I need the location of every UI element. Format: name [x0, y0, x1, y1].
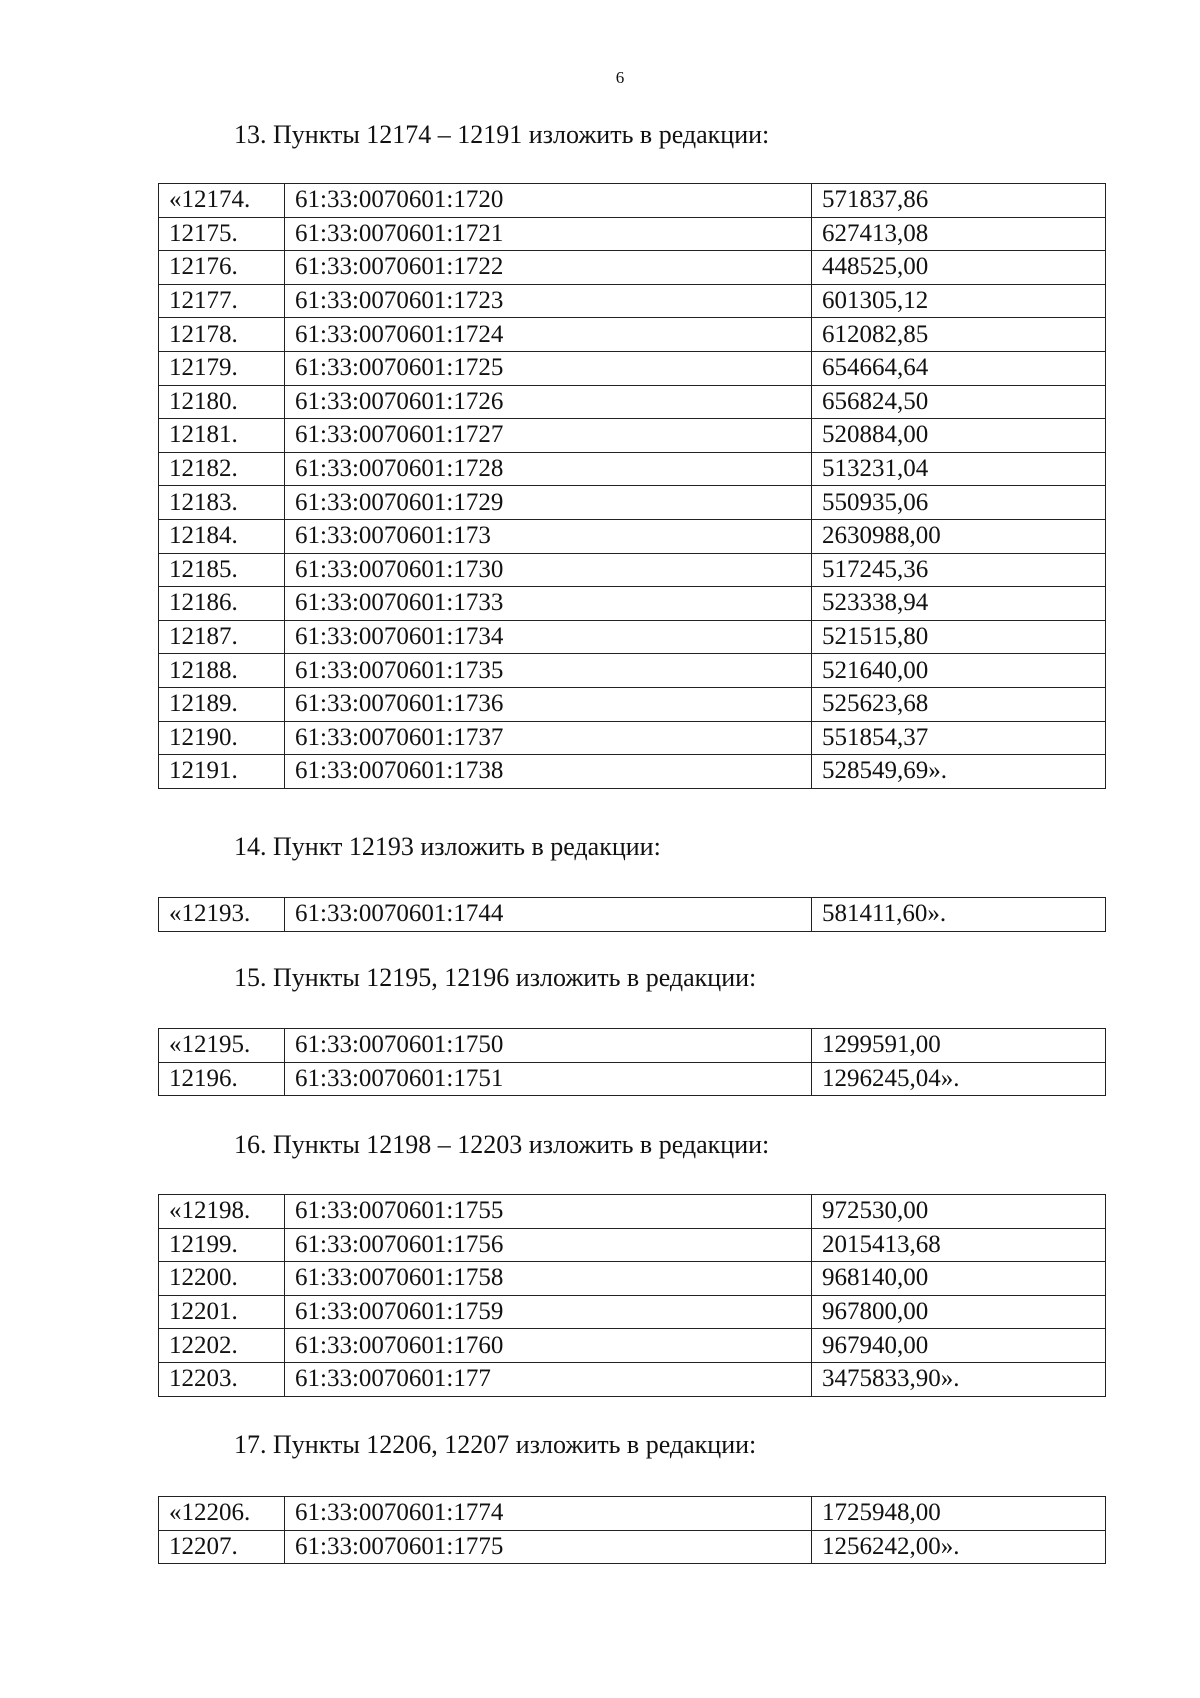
- item-number-cell: 12196.: [159, 1062, 285, 1096]
- cadastral-value-cell: 968140,00: [812, 1262, 1106, 1296]
- cadastral-value-cell: 2630988,00: [812, 519, 1106, 553]
- item-number-cell: 12175.: [159, 217, 285, 251]
- item-number-cell: 12199.: [159, 1228, 285, 1262]
- table-row: [159, 654, 1106, 688]
- cadastral-number-cell: 61:33:0070601:1734: [285, 620, 812, 654]
- cadastral-value-cell: 521515,80: [812, 620, 1106, 654]
- item-number-cell: «12193.: [159, 898, 285, 932]
- cadastral-number-cell: 61:33:0070601:1755: [285, 1195, 812, 1229]
- cadastral-number-cell: 61:33:0070601:1720: [285, 184, 812, 218]
- cadastral-value-cell: 517245,36: [812, 553, 1106, 587]
- section-15-table: [158, 1028, 1106, 1096]
- cadastral-number-cell: 61:33:0070601:1735: [285, 654, 812, 688]
- section-16-table-body: [159, 1195, 1106, 1397]
- cadastral-value-cell: 656824,50: [812, 385, 1106, 419]
- table-row: [159, 251, 1106, 285]
- cadastral-value-cell: 550935,06: [812, 486, 1106, 520]
- page-number: 6: [615, 68, 625, 87]
- section-17-heading: 17. Пункты 12206, 12207 изложить в редакции:: [234, 1430, 757, 1459]
- item-number-cell: 12201.: [159, 1295, 285, 1329]
- cadastral-value-cell: 551854,37: [812, 721, 1106, 755]
- table-row: [159, 1497, 1106, 1531]
- cadastral-number-cell: 61:33:0070601:1727: [285, 419, 812, 453]
- item-number-cell: 12202.: [159, 1329, 285, 1363]
- cadastral-number-cell: 61:33:0070601:1728: [285, 452, 812, 486]
- table-row: [159, 486, 1106, 520]
- item-number-cell: 12185.: [159, 553, 285, 587]
- section-17-table: [158, 1496, 1106, 1564]
- item-number-cell: 12207.: [159, 1530, 285, 1564]
- cadastral-value-cell: 513231,04: [812, 452, 1106, 486]
- cadastral-number-cell: 61:33:0070601:1760: [285, 1329, 812, 1363]
- cadastral-value-cell: 525623,68: [812, 687, 1106, 721]
- cadastral-value-cell: 967800,00: [812, 1295, 1106, 1329]
- item-number-cell: 12183.: [159, 486, 285, 520]
- item-number-cell: 12191.: [159, 755, 285, 789]
- table-row: [159, 687, 1106, 721]
- table-row: [159, 721, 1106, 755]
- section-13-table: [158, 183, 1106, 789]
- section-14-table: [158, 897, 1106, 932]
- item-number-cell: «12198.: [159, 1195, 285, 1229]
- table-row: [159, 519, 1106, 553]
- cadastral-number-cell: 61:33:0070601:1775: [285, 1530, 812, 1564]
- item-number-cell: 12182.: [159, 452, 285, 486]
- cadastral-number-cell: 61:33:0070601:1723: [285, 284, 812, 318]
- table-row: [159, 217, 1106, 251]
- cadastral-value-cell: 3475833,90».: [812, 1362, 1106, 1396]
- cadastral-number-cell: 61:33:0070601:1750: [285, 1029, 812, 1063]
- cadastral-value-cell: 571837,86: [812, 184, 1106, 218]
- cadastral-number-cell: 61:33:0070601:177: [285, 1362, 812, 1396]
- cadastral-value-cell: 1296245,04».: [812, 1062, 1106, 1096]
- table-row: [159, 755, 1106, 789]
- item-number-cell: 12188.: [159, 654, 285, 688]
- cadastral-value-cell: 967940,00: [812, 1329, 1106, 1363]
- table-row: [159, 1228, 1106, 1262]
- cadastral-value-cell: 1299591,00: [812, 1029, 1106, 1063]
- cadastral-value-cell: 581411,60».: [812, 898, 1106, 932]
- cadastral-number-cell: 61:33:0070601:1726: [285, 385, 812, 419]
- section-15-heading: 15. Пункты 12195, 12196 изложить в редакции:: [234, 963, 757, 992]
- item-number-cell: «12206.: [159, 1497, 285, 1531]
- cadastral-number-cell: 61:33:0070601:1729: [285, 486, 812, 520]
- table-row: [159, 620, 1106, 654]
- item-number-cell: 12186.: [159, 587, 285, 621]
- cadastral-number-cell: 61:33:0070601:1730: [285, 553, 812, 587]
- table-row: [159, 284, 1106, 318]
- item-number-cell: 12181.: [159, 419, 285, 453]
- section-16-heading: 16. Пункты 12198 – 12203 изложить в редакции:: [234, 1130, 770, 1159]
- item-number-cell: 12187.: [159, 620, 285, 654]
- table-row: [159, 1530, 1106, 1564]
- item-number-cell: 12203.: [159, 1362, 285, 1396]
- cadastral-number-cell: 61:33:0070601:1759: [285, 1295, 812, 1329]
- table-row: [159, 184, 1106, 218]
- cadastral-value-cell: 1256242,00».: [812, 1530, 1106, 1564]
- table-row: [159, 318, 1106, 352]
- cadastral-number-cell: 61:33:0070601:1774: [285, 1497, 812, 1531]
- section-13-table-body: [159, 184, 1106, 789]
- item-number-cell: 12189.: [159, 687, 285, 721]
- item-number-cell: 12177.: [159, 284, 285, 318]
- section-14-heading: 14. Пункт 12193 изложить в редакции:: [234, 832, 661, 861]
- cadastral-number-cell: 61:33:0070601:1738: [285, 755, 812, 789]
- table-row: [159, 898, 1106, 932]
- table-row: [159, 553, 1106, 587]
- cadastral-number-cell: 61:33:0070601:1751: [285, 1062, 812, 1096]
- cadastral-value-cell: 520884,00: [812, 419, 1106, 453]
- table-row: [159, 452, 1106, 486]
- cadastral-number-cell: 61:33:0070601:173: [285, 519, 812, 553]
- item-number-cell: 12180.: [159, 385, 285, 419]
- section-17-table-body: [159, 1497, 1106, 1564]
- cadastral-value-cell: 521640,00: [812, 654, 1106, 688]
- cadastral-number-cell: 61:33:0070601:1724: [285, 318, 812, 352]
- table-row: [159, 1262, 1106, 1296]
- section-14-table-body: [159, 898, 1106, 932]
- cadastral-number-cell: 61:33:0070601:1721: [285, 217, 812, 251]
- cadastral-value-cell: 972530,00: [812, 1195, 1106, 1229]
- cadastral-number-cell: 61:33:0070601:1737: [285, 721, 812, 755]
- item-number-cell: «12195.: [159, 1029, 285, 1063]
- cadastral-number-cell: 61:33:0070601:1725: [285, 351, 812, 385]
- item-number-cell: 12184.: [159, 519, 285, 553]
- item-number-cell: 12200.: [159, 1262, 285, 1296]
- cadastral-number-cell: 61:33:0070601:1758: [285, 1262, 812, 1296]
- table-row: [159, 419, 1106, 453]
- cadastral-value-cell: 601305,12: [812, 284, 1106, 318]
- cadastral-number-cell: 61:33:0070601:1756: [285, 1228, 812, 1262]
- cadastral-value-cell: 2015413,68: [812, 1228, 1106, 1262]
- item-number-cell: 12179.: [159, 351, 285, 385]
- table-row: [159, 587, 1106, 621]
- cadastral-value-cell: 654664,64: [812, 351, 1106, 385]
- cadastral-value-cell: 612082,85: [812, 318, 1106, 352]
- cadastral-value-cell: 528549,69».: [812, 755, 1106, 789]
- cadastral-number-cell: 61:33:0070601:1733: [285, 587, 812, 621]
- section-13-heading: 13. Пункты 12174 – 12191 изложить в редакции:: [234, 120, 770, 149]
- section-15-table-body: [159, 1029, 1106, 1096]
- section-16-table: [158, 1194, 1106, 1397]
- table-row: [159, 1329, 1106, 1363]
- cadastral-value-cell: 1725948,00: [812, 1497, 1106, 1531]
- table-row: [159, 351, 1106, 385]
- cadastral-number-cell: 61:33:0070601:1722: [285, 251, 812, 285]
- table-row: [159, 385, 1106, 419]
- item-number-cell: 12178.: [159, 318, 285, 352]
- item-number-cell: «12174.: [159, 184, 285, 218]
- cadastral-value-cell: 448525,00: [812, 251, 1106, 285]
- table-row: [159, 1195, 1106, 1229]
- table-row: [159, 1062, 1106, 1096]
- cadastral-value-cell: 523338,94: [812, 587, 1106, 621]
- cadastral-number-cell: 61:33:0070601:1744: [285, 898, 812, 932]
- table-row: [159, 1029, 1106, 1063]
- cadastral-number-cell: 61:33:0070601:1736: [285, 687, 812, 721]
- table-row: [159, 1295, 1106, 1329]
- item-number-cell: 12190.: [159, 721, 285, 755]
- table-row: [159, 1362, 1106, 1396]
- item-number-cell: 12176.: [159, 251, 285, 285]
- cadastral-value-cell: 627413,08: [812, 217, 1106, 251]
